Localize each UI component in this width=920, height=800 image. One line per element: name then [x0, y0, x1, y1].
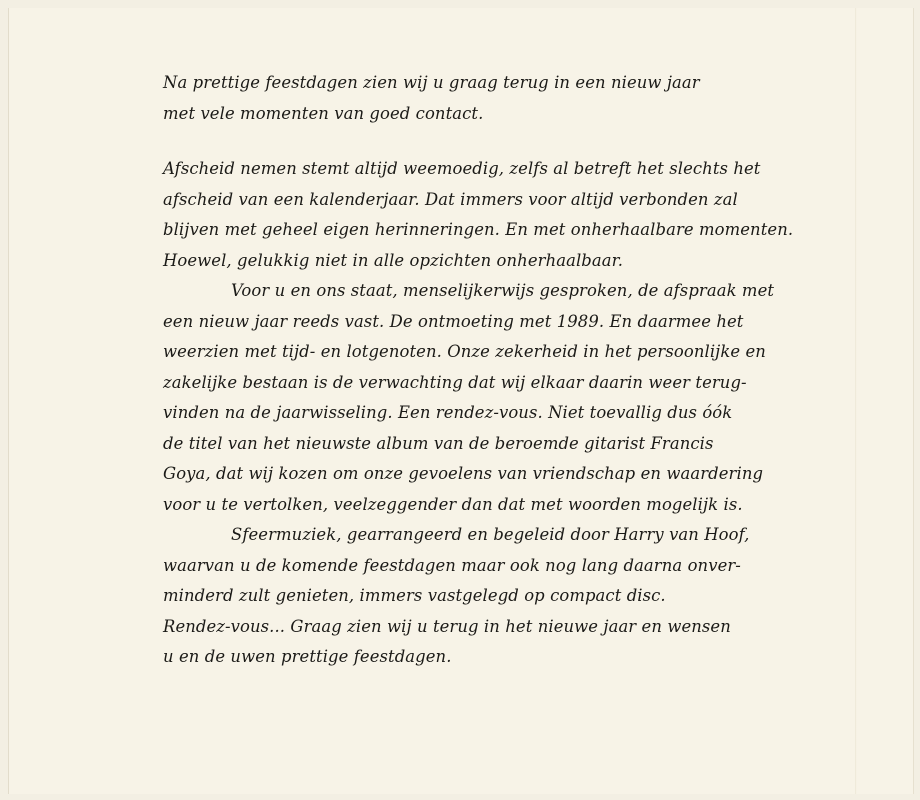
body-line: u en de uwen prettige feestdagen. [163, 647, 452, 666]
body-line: een nieuw jaar reeds vast. De ontmoeting met 1989. En daarmee het [163, 311, 744, 331]
body-line: zakelijke bestaan is de verwachting dat wij elkaar daarin weer terug- [163, 372, 747, 392]
body-line: de titel van het nieuwste album van de beroemde gitarist Francis [163, 433, 714, 453]
greeting-line-2: met vele momenten van goed contact. [163, 103, 484, 123]
body-line: voor u te vertolken, veelzeggender dan dat met woorden mogelijk is. [163, 494, 743, 514]
letter-text [163, 68, 794, 673]
body-line: Sfeermuziek, gearrangeerd en begeleid door Harry van Hoof, [231, 525, 750, 544]
body-line: blijven met geheel eigen herinneringen. En met onherhaalbare momenten. [163, 220, 794, 239]
body-line: minderd zult genieten, immers vastgelegd op compact disc. [163, 586, 666, 605]
body-line: Rendez-vous... Graag zien wij u terug in het nieuwe jaar en wensen [163, 616, 731, 636]
body-line: weerzien met tijd- en lotgenoten. Onze zekerheid in het persoonlijke en [163, 342, 766, 361]
body-line: Voor u en ons staat, menselijkerwijs gesproken, de afspraak met [231, 281, 775, 300]
greeting-line-1: Na prettige feestdagen zien wij u graag terug in een nieuw jaar [163, 73, 700, 92]
paragraph-gap [163, 129, 773, 154]
body-line: Hoewel, gelukkig niet in alle opzichten onherhaalbaar. [163, 250, 624, 270]
body-line: Goya, dat wij kozen om onze gevoelens van vriendschap en waardering [163, 464, 764, 483]
body-line: afscheid van een kalenderjaar. Dat immers voor altijd verbonden zal [163, 189, 738, 209]
card-fold-edge [855, 8, 857, 794]
body-line: vinden na de jaarwisseling. Een rendez-vous. Niet toevallig dus óók [163, 403, 733, 422]
body-line: Afscheid nemen stemt altijd weemoedig, zelfs al betreft het slechts het [163, 159, 761, 178]
body-line: waarvan u de komende feestdagen maar ook nog lang daarna onver- [163, 555, 741, 575]
